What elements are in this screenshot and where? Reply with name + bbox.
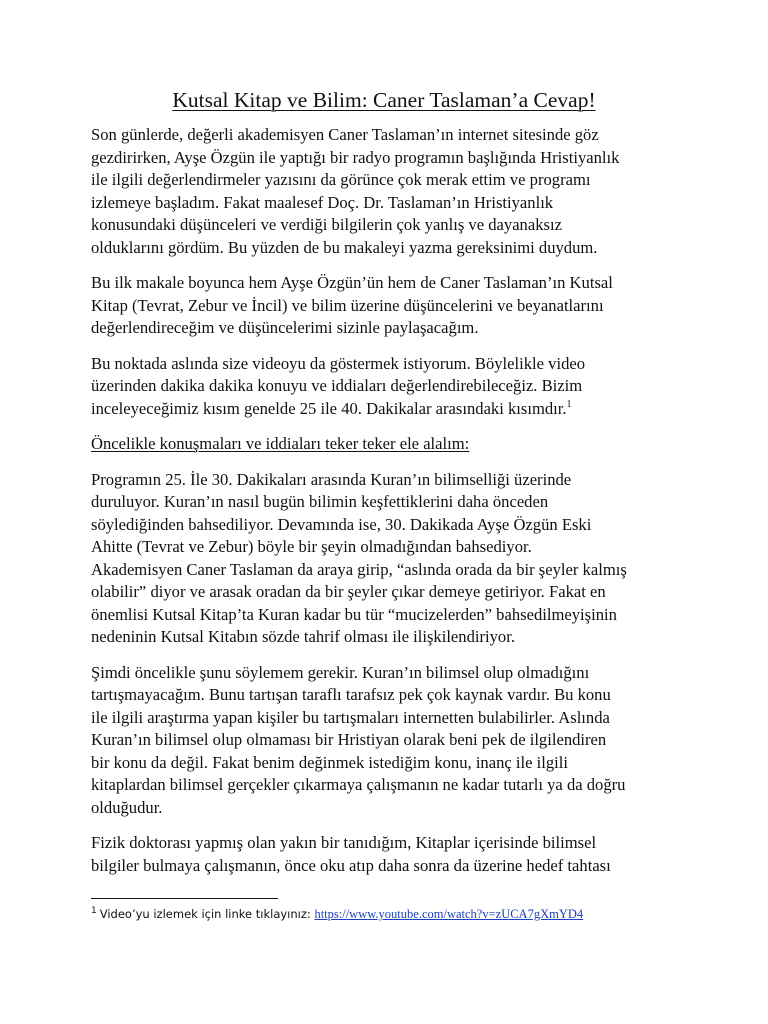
paragraph-line: olabilir” diyor ve arasak oradan da bir şeyler çıkar demeye getiriyor. Fakat en <box>91 582 606 601</box>
document-body <box>91 124 679 890</box>
paragraph-line: Şimdi öncelikle şunu söylemem gerekir. Kuran’ın bilimsel olup olmadığını <box>91 662 590 682</box>
paragraph <box>91 124 679 259</box>
paragraph-line: duruluyor. Kuran’ın nasıl bugün bilimin keşfettiklerini daha önceden <box>91 492 549 511</box>
paragraph-line: tartışmayacağım. Bunu tartışan taraflı tarafsız pek çok kaynak vardır. Bu konu <box>91 685 611 704</box>
paragraph-line: kitaplardan bilimsel gerçekler çıkarmaya çalışmanın ne kadar tutarlı ya da doğru <box>91 775 626 794</box>
paragraph-line: Fizik doktorası yapmış olan yakın bir tanıdığım, Kitaplar içerisinde bilimsel <box>91 833 597 852</box>
paragraph-line: üzerinden dakika dakika konuyu ve iddiaları değerlendirebileceğiz. Bizim <box>91 376 583 395</box>
paragraph-line: bilgiler bulmaya çalışmanın, önce oku atıp daha sonra da üzerine hedef tahtası <box>91 855 611 875</box>
document-title: Kutsal Kitap ve Bilim: Caner Taslaman’a Cevap! <box>172 88 596 112</box>
paragraph-line: Bu ilk makale boyunca hem Ayşe Özgün’ün hem de Caner Taslaman’ın Kutsal <box>91 273 613 292</box>
paragraph-line: inceleyeceğimiz kısım genelde 25 ile 40. Dakikalar arasındaki kısımdır.$^1$ <box>91 398 572 418</box>
paragraph-line: izlemeye başladım. Fakat maalesef Doç. Dr. Taslaman’ın Hristiyanlık <box>91 192 554 212</box>
footnote-text: Video’yu izlemek için linke tıklayınız: <box>99 907 315 921</box>
footnote-number: 1 <box>91 906 97 916</box>
paragraph-line: nedeninin Kutsal Kitabın sözde tahrif olması ile ilişkilendiriyor. <box>91 627 515 646</box>
paragraph <box>91 662 679 820</box>
section-heading <box>91 433 679 456</box>
footnote-video-link[interactable]: https://www.youtube.com/watch?v=zUCA7gXmYD4 <box>314 907 584 921</box>
paragraph-line: Kitap (Tevrat, Zebur ve İncil) ve bilim üzerine düşüncelerini ve beyanatlarını <box>91 295 604 315</box>
paragraph-line: ile ilgili araştırma yapan kişiler bu tartışmaları internetten bulabilirler. Aslında <box>91 707 610 727</box>
paragraph <box>91 832 679 877</box>
footnote-divider <box>91 898 278 899</box>
paragraph <box>91 272 679 340</box>
paragraph-line: konusundaki düşünceleri ve verdiği bilgilerin çok yanlış ve dayanaksız <box>91 215 562 234</box>
paragraph-line: değerlendireceğim ve düşüncelerimi sizinle paylaşacağım. <box>91 318 479 337</box>
footnote <box>91 906 691 922</box>
paragraph-line: Akademisyen Caner Taslaman da araya girip, “aslında orada da bir şeyler kalmış <box>91 559 627 579</box>
paragraph-line: Son günlerde, değerli akademisyen Caner Taslaman’ın internet sitesinde göz <box>91 125 599 144</box>
paragraph-line: olduklarını gördüm. Bu yüzden de bu makaleyi yazma gereksinimi duydum. <box>91 237 598 257</box>
paragraph-line: Kuran’ın bilimsel olup olmaması bir Hristiyan olarak beni pek de ilgilendiren <box>91 730 607 749</box>
paragraph-line: önemlisi Kutsal Kitap’ta Kuran kadar bu tür “mucizelerden” bahsedilmeyişinin <box>91 604 617 624</box>
paragraph-line: Programın 25. İle 30. Dakikaları arasında Kuran’ın bilimselliği üzerinde <box>91 469 572 489</box>
paragraph-line: Ahitte (Tevrat ve Zebur) böyle bir şeyin olmadığından bahsediyor. <box>91 537 532 556</box>
paragraph <box>91 353 679 421</box>
paragraph-line: Bu noktada aslında size videoyu da göstermek istiyorum. Böylelikle video <box>91 353 586 373</box>
paragraph-line: bir konu da değil. Fakat benim değinmek istediğim konu, inanç ile ilgili <box>91 752 568 772</box>
paragraph-line: söylediğinden bahsediliyor. Devamında ise, 30. Dakikada Ayşe Özgün Eski <box>91 514 592 534</box>
paragraph-line: ile ilgili değerlendirmeler yazısını da görünce çok merak ettim ve programı <box>91 170 591 189</box>
paragraph-line: Öncelikle konuşmaları ve iddiaları teker teker ele alalım: <box>91 434 470 453</box>
footnote-reference[interactable]: 1 <box>566 398 572 410</box>
paragraph-line: olduğudur. <box>91 797 163 817</box>
paragraph-line: gezdirirken, Ayşe Özgün ile yaptığı bir radyo programın başlığında Hristiyanlık <box>91 147 620 167</box>
paragraph <box>91 469 679 649</box>
